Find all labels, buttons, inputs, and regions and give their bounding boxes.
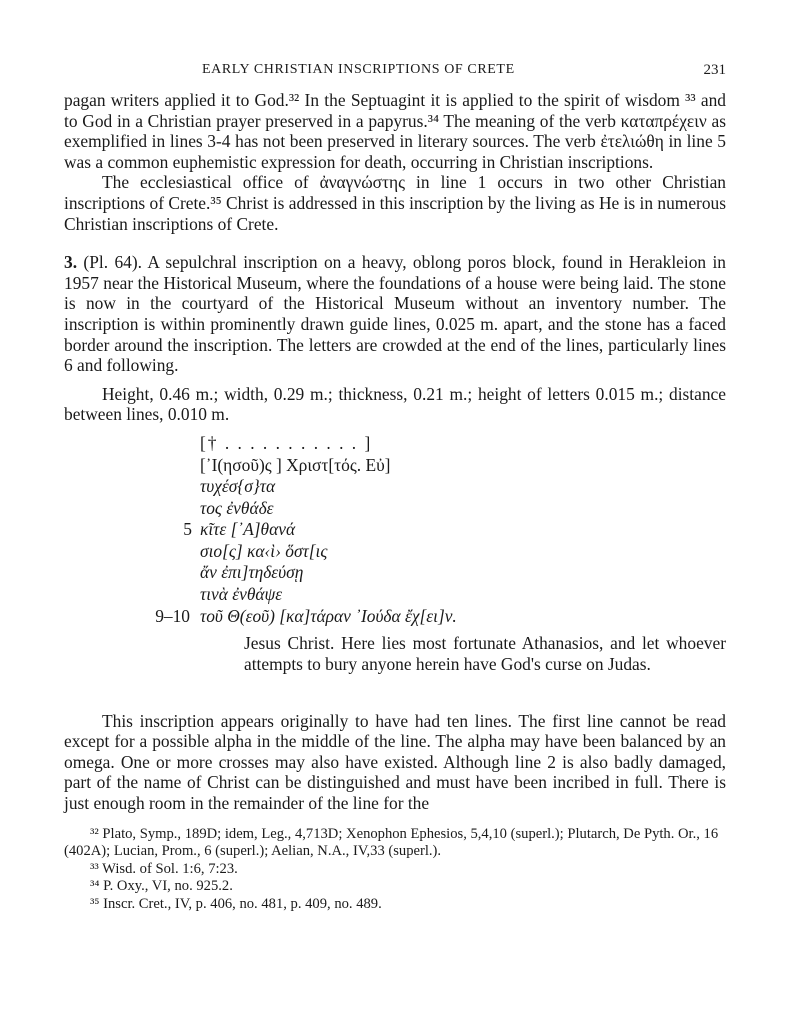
line-text: τοῦ Θ(εοῦ) [κα]τάραν ᾿Ιούδα ἔχ[ει]ν. [200, 605, 457, 626]
inscription-line [183, 519, 726, 541]
footnote-mark: ³⁵ [90, 895, 100, 912]
inscription-translation: Jesus Christ. Here lies most fortunate Athanasios, and let whoever attempts to bury anyone herein have God's curse on Judas. [244, 633, 726, 675]
inscription-text [155, 432, 726, 627]
paragraph-3 [64, 252, 726, 376]
footnote-text: Inscr. Cret., IV, p. 406, no. 481, p. 409, no. 489. [103, 895, 382, 912]
paragraph-5: This inscription appears originally to have had ten lines. The first line cannot be read except for a possible alpha in the middle of the line. The alpha may have been balanced by an omega. One or more crosses may also have existed. Although line 2 is also badly damaged, part of the name of Christ can be distinguished and must have been incribed in full. There is just enough room in the remainder of the line for the [64, 710, 726, 814]
running-header [64, 56, 726, 82]
running-title: EARLY CHRISTIAN INSCRIPTIONS OF CRETE [202, 62, 515, 77]
footnote [64, 861, 726, 879]
line-number: 9–10 [155, 605, 190, 626]
inscription-line [200, 562, 726, 584]
footnote-mark: ³⁴ [90, 878, 100, 895]
entry-number: 3. [64, 252, 78, 273]
inscription-line [200, 584, 726, 606]
footnote-mark: ³³ [90, 860, 99, 877]
inscription-line [200, 433, 726, 455]
line-text: [† . . . . . . . . . . . ] [200, 432, 373, 453]
line-text: σιο[ς] κα‹ὶ› ὅστ[ις [200, 540, 328, 561]
footnote [64, 878, 726, 896]
commentary [64, 711, 726, 814]
main-text [64, 90, 726, 425]
line-number: 5 [183, 519, 192, 540]
inscription-line [200, 498, 726, 520]
footnote-text: P. Oxy., VI, no. 925.2. [103, 878, 233, 895]
line-text: τινὰ ἐνθάψε [200, 584, 283, 605]
paragraph-2: The ecclesiastical office of ἀναγνώστης in line 1 occurs in two other Christian inscriptions of Crete.³⁵ Christ is addressed in this inscription by the living as He is in numerous Christian inscriptions of Crete. [64, 172, 726, 234]
inscription-line [200, 541, 726, 563]
line-text: [᾿Ι(ησοῦ)ς ] Χριστ[τός. Εὐ] [200, 454, 391, 475]
paragraph-1: pagan writers applied it to God.³² In the Septuagint it is applied to the spirit of wisdom ³³ and to God in a Christian prayer preserved in a papyrus.³⁴ The meaning of the verb καταπρέχειν as exemplified in lines 3-4 has not been preserved in literary sources. The verb ἐτελιώθη in line 5 was a common euphemistic expression for death, occurring in Christian inscriptions. [64, 90, 726, 172]
line-text: ἄν ἐπι]τηδεύσῃ [200, 562, 304, 583]
footnote [64, 826, 726, 861]
footnote [64, 896, 726, 914]
inscription-line [200, 455, 726, 477]
inscription-line [155, 605, 726, 628]
line-text: κῖτε [᾿Α]θανά [200, 519, 296, 540]
footnote-text: Wisd. of Sol. 1:6, 7:23. [102, 860, 238, 877]
paragraph-4: Height, 0.46 m.; width, 0.29 m.; thickness, 0.21 m.; height of letters 0.015 m.; distance between lines, 0.010 m. [64, 383, 726, 425]
footnote-text: Plato, Symp., 189D; idem, Leg., 4,713D; Xenophon Ephesios, 5,4,10 (superl.); Plutarch, De Pyth. Or., 16 (402A); Lucian, Prom., 6 (superl.); Aelian, N.A., IV,33 (superl.). [64, 825, 719, 860]
entry-description: (Pl. 64). A sepulchral inscription on a heavy, oblong poros block, found in Herakleion in 1957 near the Historical Museum, where the foundations of a house were being laid. The stone is now in the courtyard of the Historical Museum without an inventory number. The inscription is within prominently drawn guide lines, 0.025 m. apart, and the stone has a faced border around the inscription. The letters are crowded at the end of the lines, particularly lines 6 and following. [64, 252, 726, 376]
footnotes [64, 826, 726, 914]
page [64, 56, 726, 914]
line-text: τυχέσ{σ}τα [200, 476, 276, 497]
inscription-line [200, 476, 726, 498]
line-text: τος ἐνθάδε [200, 497, 274, 518]
footnote-mark: ³² [90, 825, 99, 842]
page-number: 231 [703, 62, 726, 78]
